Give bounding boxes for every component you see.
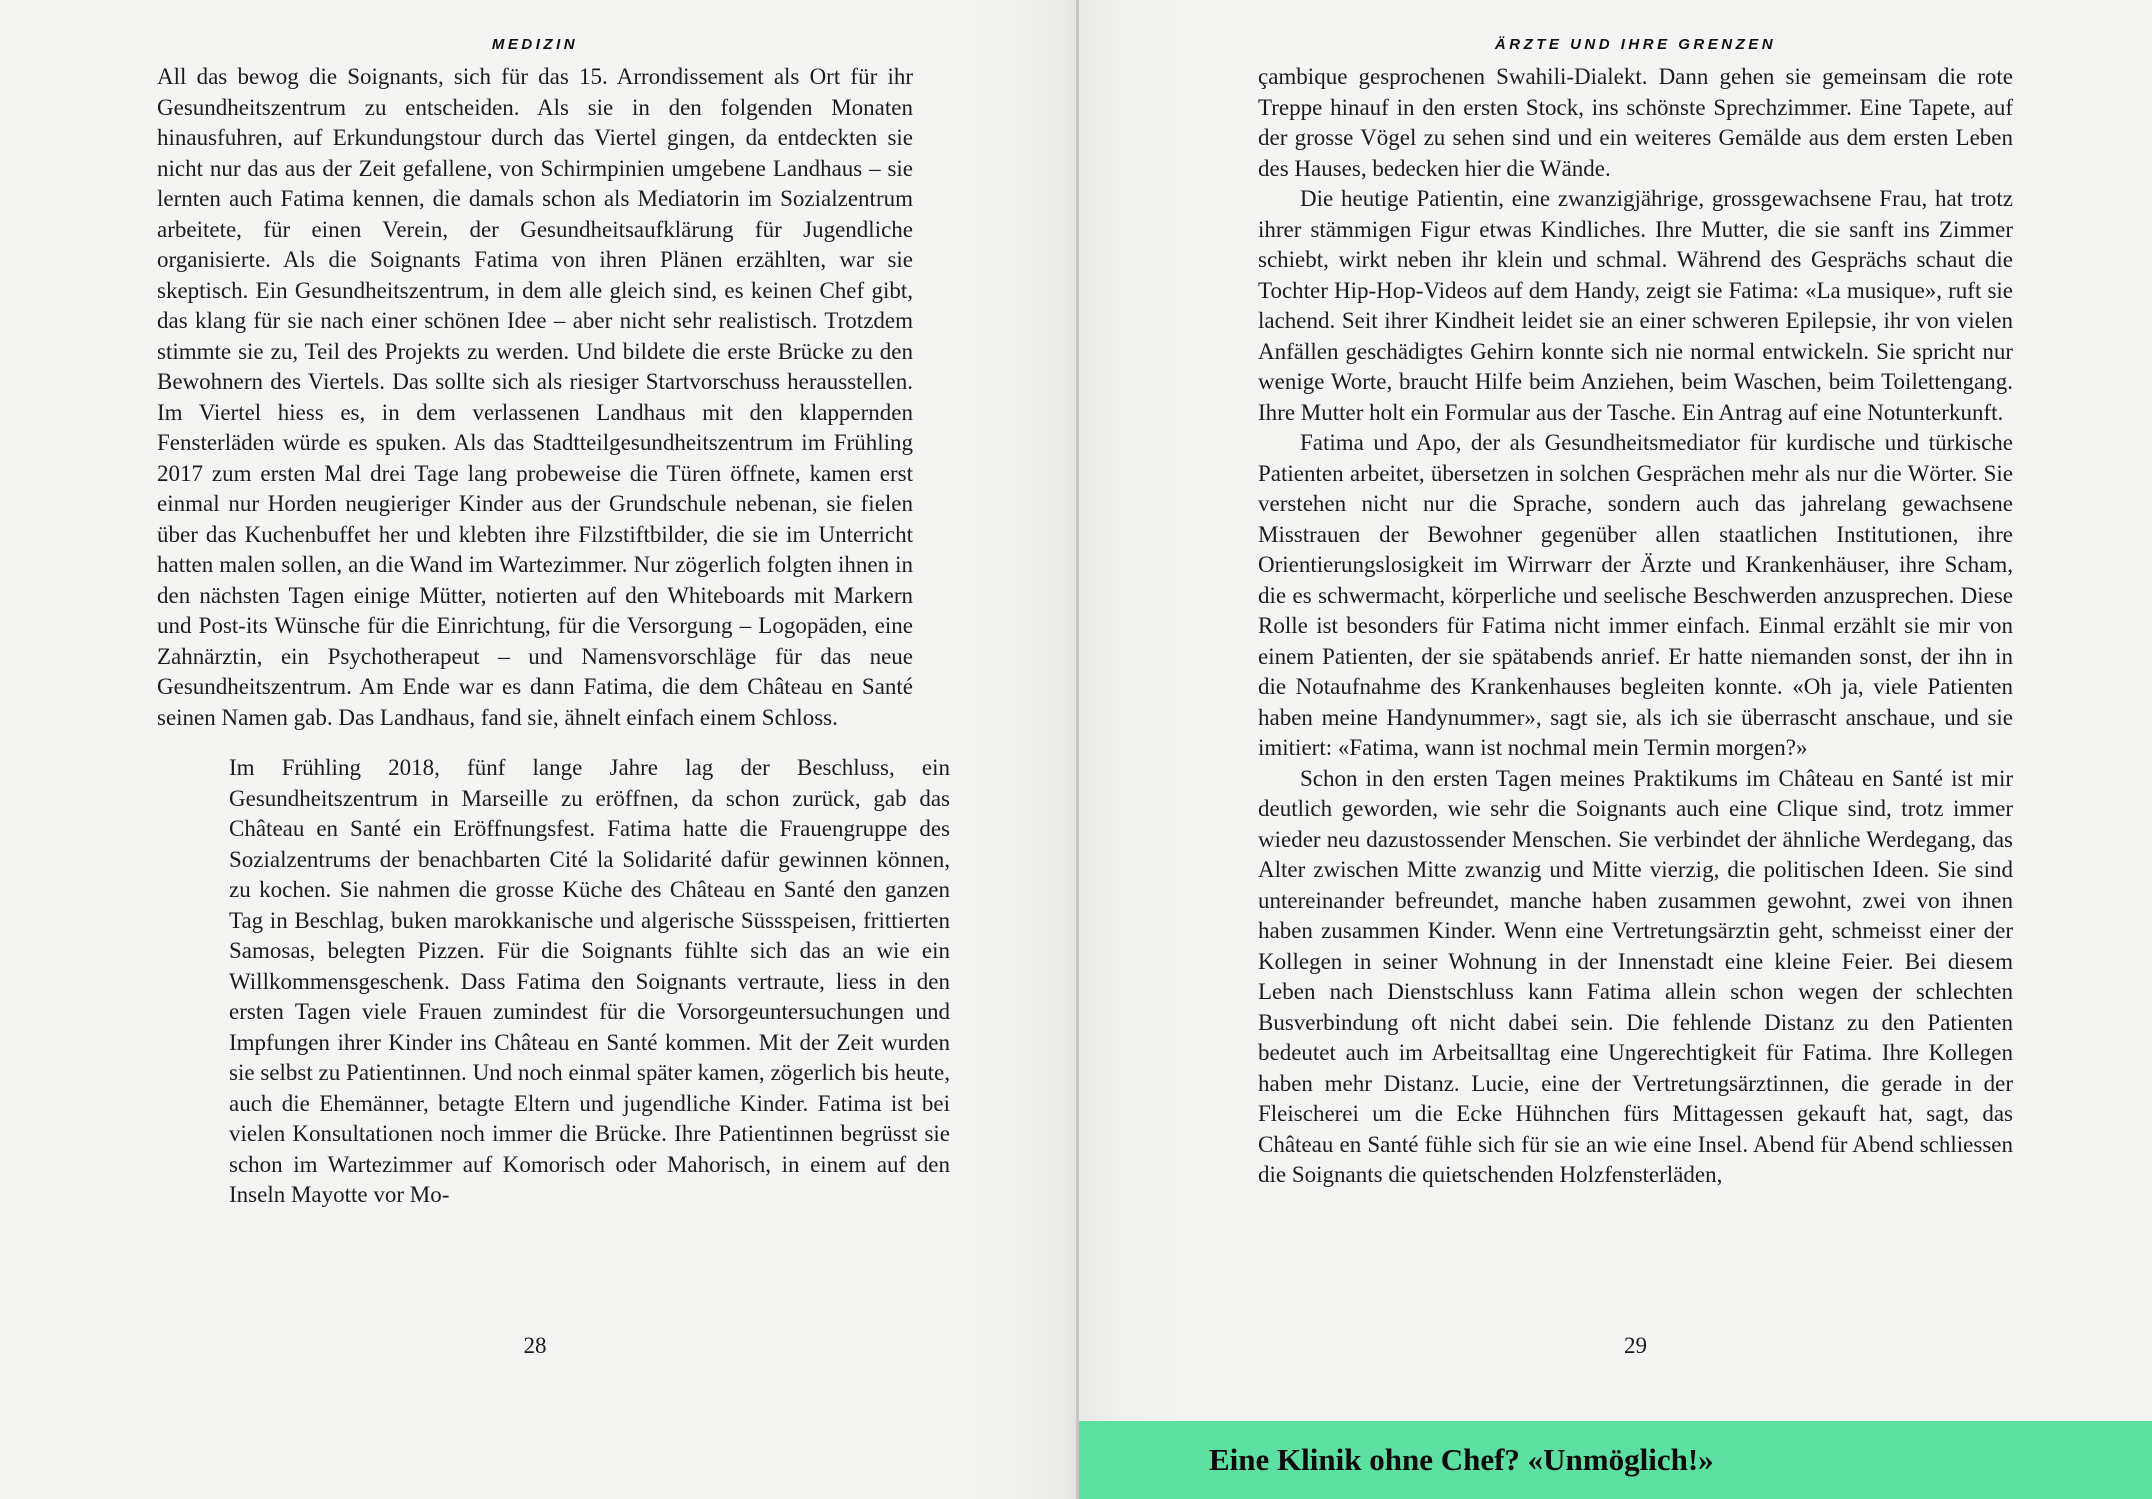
left-running-head: MEDIZIN bbox=[491, 36, 579, 53]
right-paragraph-1: çambique gesprochenen Swahili-Dialekt. Dann gehen sie gemeinsam die rote Treppe hinauf in den ersten Stock, ins schönste Sprechzimmer. Eine Tapete, auf der grosse Vögel zu sehen sind und ein weiteres Gemälde aus dem ersten Leben des Hauses, bedecken hier die Wände. bbox=[1258, 64, 2013, 181]
right-page bbox=[1079, 0, 2152, 1499]
right-text-column bbox=[1258, 62, 2013, 1191]
left-text-column bbox=[157, 62, 950, 1211]
right-page-number: 29 bbox=[1624, 1333, 1647, 1358]
right-paragraph-4: Schon in den ersten Tagen meines Praktikums im Château en Santé ist mir deutlich geworden, wie sehr die Soignants auch eine Clique sind, trotz immer wieder neu dazustossender Menschen. Sie verbindet der ähnliche Werdegang, das Alter zwischen Mitte zwanzig und Mitte vierzig, die politischen Ideen. Sie sind untereinander befreundet, manche haben zusammen gewohnt, zwei von ihnen haben zusammen Kinder. Wenn eine Vertretungsärztin geht, schmeisst einer der Kollegen in seiner Wohnung in der Innenstadt eine kleine Feier. Bei diesem Leben nach Dienstschluss kann Fatima allein schon wegen der schlechten Busverbindung oft nicht dabei sein. Die fehlende Distanz zu den Patienten bedeutet auch im Arbeitsalltag eine Ungerechtigkeit für Fatima. Ihre Kollegen haben mehr Distanz. Lucie, eine der Vertretungsärztinnen, die gerade in der Fleischerei um die Ecke Hühnchen fürs Mittagessen gekauft hat, sagt, das Château en Santé fühle sich für sie an wie eine Insel. Abend für Abend schliessen die Soignants die quietschenden Holzfensterläden, bbox=[1258, 765, 2013, 1187]
right-paragraph-2: Die heutige Patientin, eine zwanzigjährige, grossgewachsene Frau, hat trotz ihrer stämmigen Figur etwas Kindliches. Ihre Mutter, die sie sanft ins Zimmer schiebt, wirkt neben ihr klein und schmal. Während des Gesprächs schaut die Tochter Hip-Hop-Videos auf dem Handy, zeigt sie Fatima: «La musique», ruft sie lachend. Seit ihrer Kindheit leidet sie an einer schweren Epilepsie, ihr von vielen Anfällen geschädigtes Gehirn konnte sich nie normal entwickeln. Sie spricht nur wenige Worte, braucht Hilfe beim Anziehen, beim Waschen, beim Toilettengang. Ihre Mutter holt ein Formular aus der Tasche. Ein Antrag auf eine Notunterkunft. bbox=[1258, 186, 2013, 425]
right-paragraph-3: Fatima und Apo, der als Gesundheitsmediator für kurdische und türkische Patienten arbeitet, übersetzen in solchen Gesprächen mehr als nur die Wörter. Sie verstehen nicht nur die Sprache, sondern auch das jahrelang gewachsene Misstrauen der Bewohner gegenüber allen staatlichen Institutionen, ihre Orientierungslosigkeit im Wirrwarr der Ärzte und Krankenhäuser, ihre Scham, die es schwermacht, körperliche und seelische Beschwerden anzusprechen. Diese Rolle ist besonders für Fatima nicht immer einfach. Einmal erzählt sie mir von einem Patienten, der sie spätabends anrief. Er hatte niemanden sonst, der ihn in die Notaufnahme des Krankenhauses begleiten konnte. «Oh ja, viele Patienten haben meine Handynummer», sagt sie, als ich sie überrascht anschaue, und sie imitiert: «Fatima, wann ist nochmal mein Termin morgen?» bbox=[1258, 430, 2013, 760]
left-paragraph-1: All das bewog die Soignants, sich für das 15. Arrondissement als Ort für ihr Gesundheitszentrum zu entscheiden. Als sie in den folgenden Monaten hinausfuhren, auf Erkundungstour durch das Viertel gingen, da entdeckten sie nicht nur das aus der Zeit gefallene, von Schirmpinien umgebene Landhaus – sie lernten auch Fatima kennen, die damals schon als Mediatorin im Sozialzentrum arbeitete, für einen Verein, der Gesundheitsaufklärung für Jugendliche organisierte. Als die Soignants Fatima von ihren Plänen erzählten, war sie skeptisch. Ein Gesundheitszentrum, in dem alle gleich sind, es keinen Chef gibt, das klang für sie nach einer schönen Idee – aber nicht sehr realistisch. Trotzdem stimmte sie zu, Teil des Projekts zu werden. Und bildete die erste Brücke zu den Bewohnern des Viertels. Das sollte sich als riesiger Startvorschuss herausstellen. Im Viertel hiess es, in dem verlassenen Landhaus mit den klappernden Fensterläden würde es spuken. Als das Stadtteilgesundheitszentrum im Frühling 2017 zum ersten Mal drei Tage lang probeweise die Türen öffnete, kamen erst einmal nur Horden neugieriger Kinder aus der Grundschule nebenan, sie fielen über das Kuchenbuffet her und klebten ihre Filzstiftbilder, die sie im Unterricht hatten malen sollen, an die Wand im Wartezimmer. Nur zögerlich folgten ihnen in den nächsten Tagen einige Mütter, notierten auf den Whiteboards mit Markern und Post-its Wünsche für die Einrichtung, für die Versorgung – Logopäden, eine Zahnärztin, ein Psychotherapeut – und Namensvorschläge für das neue Gesundheitszentrum. Am Ende war es dann Fatima, die dem Château en Santé seinen Namen gab. Das Landhaus, fand sie, ähnelt einfach einem Schloss. bbox=[157, 64, 913, 730]
left-page-number: 28 bbox=[523, 1333, 547, 1358]
left-paragraph-2-block-indent: Im Frühling 2018, fünf lange Jahre lag der Beschluss, ein Gesundheitszentrum in Marseille zu eröffnen, da schon zurück, gab das Château en Santé ein Eröffnungsfest. Fatima hatte die Frauengruppe des Sozialzentrums der benachbarten Cité la Solidarité dafür gewinnen können, zu kochen. Sie nahmen die grosse Küche des Château en Santé den ganzen Tag in Beschlag, buken marokkanische und algerische Süssspeisen, frittierten Samosas, belegten Pizzen. Für die Soignants fühlte sich das an wie ein Willkommensgeschenk. Dass Fatima den Soignants vertraute, liess in den ersten Tagen viele Frauen zumindest für die Vorsorgeuntersuchungen und Impfungen ihrer Kinder ins Château en Santé kommen. Mit der Zeit wurden sie selbst zu Patientinnen. Und noch einmal später kamen, zögerlich bis heute, auch die Ehemänner, betagte Eltern und jugendliche Kinder. Fatima ist bei vielen Konsultationen noch immer die Brücke. Ihre Patientinnen begrüsst sie schon im Wartezimmer auf Komorisch oder Mahorisch, in einem auf den Inseln Mayotte vor Mo- bbox=[229, 755, 950, 1207]
chapter-banner bbox=[1079, 1421, 2152, 1499]
chapter-banner-title: Eine Klinik ohne Chef? «Unmöglich!» bbox=[1209, 1442, 1714, 1477]
right-running-head: ÄRZTE UND IHRE GRENZEN bbox=[1494, 36, 1777, 53]
